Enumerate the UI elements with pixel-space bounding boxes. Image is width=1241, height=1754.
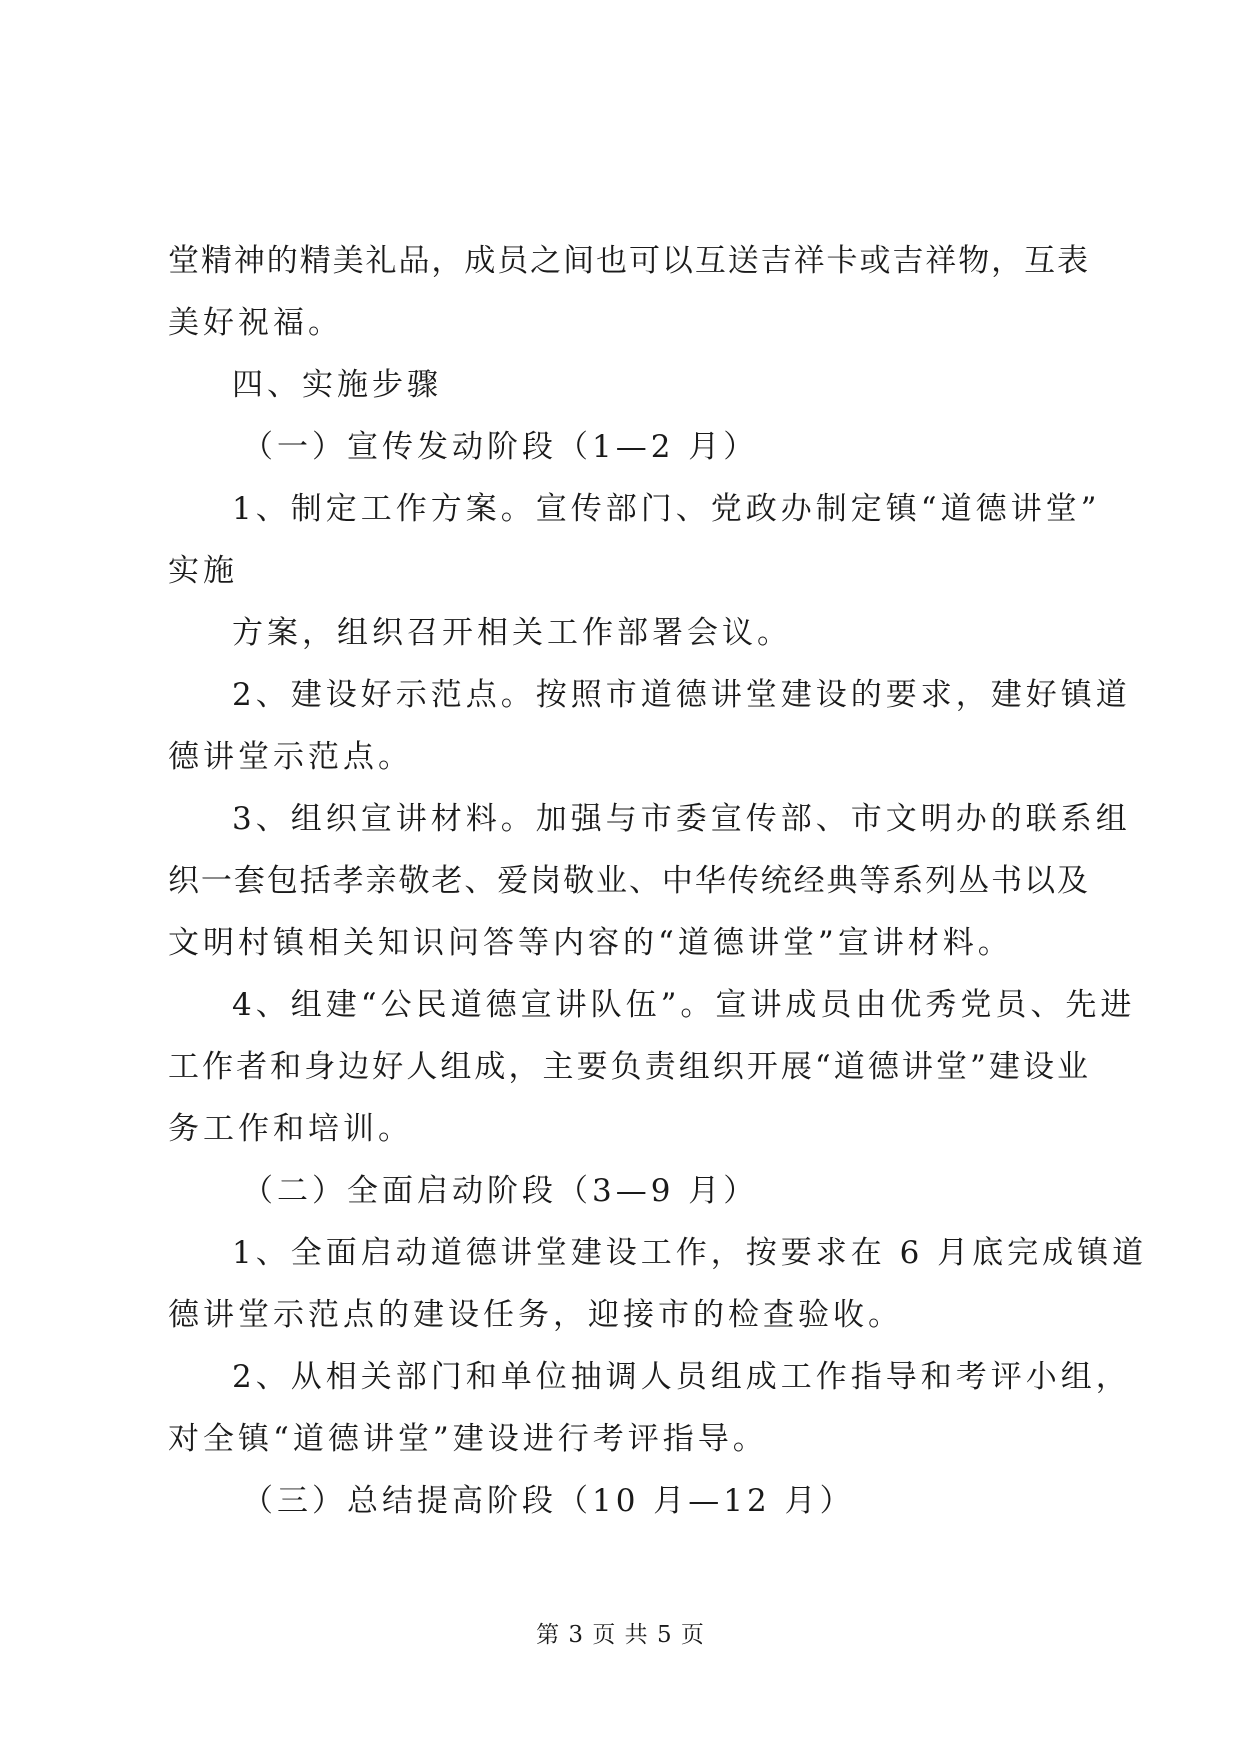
body-line: 堂精神的精美礼品，成员之间也可以互送吉祥卡或吉祥物，互表 [168,243,1088,279]
body-line: 对全镇“道德讲堂”建设进行考评指导。 [168,1421,768,1457]
body-line: 工作者和身边好人组成，主要负责组织开展“道德讲堂”建设业 [168,1049,1088,1085]
body-line: 方案，组织召开相关工作部署会议。 [232,615,792,651]
section-heading: 四、实施步骤 [232,367,442,403]
body-line: 实施 [168,553,238,589]
body-line: 德讲堂示范点的建设任务，迎接市的检查验收。 [168,1297,903,1333]
body-line: 4、组建“公民道德宣讲队伍”。宣讲成员由优秀党员、先进 [232,987,1136,1023]
body-line: 德讲堂示范点。 [168,739,413,775]
body-line: 1、全面启动道德讲堂建设工作，按要求在 6 月底完成镇道 [232,1235,1148,1271]
subsection-heading: （一）宣传发动阶段（1—2 月） [242,429,759,465]
body-line: 2、从相关部门和单位抽调人员组成工作指导和考评小组， [232,1359,1131,1395]
body-line: 织一套包括孝亲敬老、爱岗敬业、中华传统经典等系列丛书以及 [168,863,1088,899]
subsection-heading: （二）全面启动阶段（3—9 月） [242,1173,759,1209]
body-line: 2、建设好示范点。按照市道德讲堂建设的要求，建好镇道 [232,677,1131,713]
body-line: 1、制定工作方案。宣传部门、党政办制定镇“道德讲堂” [232,491,1101,527]
document-body [168,230,1148,1532]
subsection-heading: （三）总结提高阶段（10 月—12 月） [242,1483,855,1519]
body-line: 文明村镇相关知识问答等内容的“道德讲堂”宣讲材料。 [168,925,1013,961]
page-number-footer: 第 3 页 共 5 页 [536,1622,705,1648]
body-line: 美好祝福。 [168,305,343,341]
body-line: 3、组织宣讲材料。加强与市委宣传部、市文明办的联系组 [232,801,1131,837]
body-line: 务工作和培训。 [168,1111,413,1147]
